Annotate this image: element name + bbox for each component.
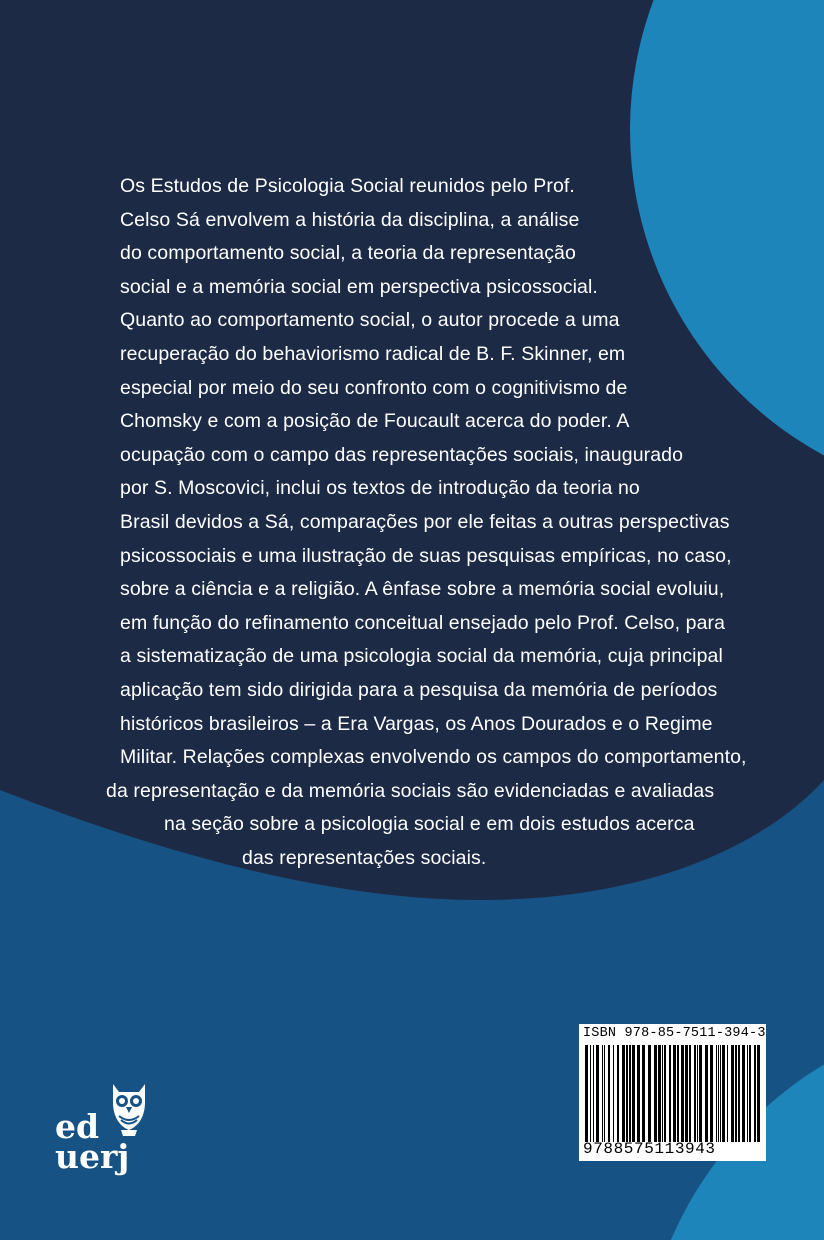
barcode-bar — [677, 1045, 679, 1142]
barcode-bar — [705, 1045, 708, 1142]
barcode-bar — [685, 1045, 688, 1142]
barcode-bar — [742, 1045, 745, 1142]
barcode-bar — [689, 1045, 691, 1142]
blurb-line: em função do refinamento conceitual ensejado pelo Prof. Celso, para — [120, 611, 726, 634]
barcode-bar — [585, 1045, 588, 1142]
blurb-line: por S. Moscovici, inclui os textos de introdução da teoria no — [120, 477, 640, 500]
barcode-bar — [590, 1045, 591, 1142]
barcode-bar — [664, 1045, 666, 1142]
barcode-bar — [617, 1045, 619, 1142]
blurb-line: do comportamento social, a teoria da representação — [120, 242, 576, 265]
isbn-label: ISBN 978-85-7511-394-3 — [583, 1026, 766, 1041]
isbn-barcode — [579, 1024, 766, 1161]
blurb-line: Os Estudos de Psicologia Social reunidos pelo Prof. — [120, 175, 575, 197]
barcode-bar — [738, 1045, 740, 1142]
blurb-line: históricos brasileiros – a Era Vargas, os Anos Dourados e o Regime — [120, 712, 713, 735]
barcode-bar — [710, 1045, 713, 1142]
blurb-line: social e a memória social em perspectiva psicossocial. — [120, 275, 598, 298]
blurb-line: sobre a ciência e a religião. A ênfase sobre a memória social evoluiu, — [120, 578, 725, 601]
blurb-line: da representação e da memória sociais são evidenciadas e avaliadas — [106, 779, 715, 802]
blurb-line: na seção sobre a psicologia social e em dois estudos acerca — [164, 813, 695, 836]
back-cover-blurb — [106, 170, 800, 875]
blurb-line: Chomsky e com a posição de Foucault acerca do poder. A — [120, 410, 630, 433]
barcode-bar — [593, 1045, 594, 1142]
barcode-bar — [731, 1045, 734, 1142]
barcode-bar — [699, 1045, 702, 1142]
barcode-bar — [662, 1045, 663, 1142]
barcode-bars — [585, 1045, 761, 1142]
barcode-bar — [757, 1045, 760, 1142]
barcode-bar — [673, 1045, 676, 1142]
barcode-bar — [626, 1045, 628, 1142]
barcode-bar — [613, 1045, 614, 1142]
barcode-bar — [632, 1045, 635, 1142]
barcode-bar — [654, 1045, 657, 1142]
barcode-bar — [718, 1045, 719, 1142]
blurb-line: a sistematização de uma psicologia social da memória, cuja principal — [120, 645, 723, 668]
barcode-bar — [722, 1045, 725, 1142]
barcode-bar — [669, 1045, 671, 1142]
blurb-line: aplicação tem sido dirigida para a pesquisa da memória de períodos — [120, 678, 718, 701]
barcode-bar — [749, 1045, 751, 1142]
barcode-bar — [629, 1045, 631, 1142]
isbn-digits: 9788575113943 — [583, 1140, 716, 1158]
barcode-bar — [681, 1045, 684, 1142]
eduerj-logo — [55, 1080, 155, 1180]
barcode-bar — [602, 1045, 603, 1142]
barcode-bar — [608, 1045, 610, 1142]
blurb-line: das representações sociais. — [242, 846, 487, 869]
blurb-line: especial por meio do seu confronto com o cognitivismo de — [120, 376, 628, 399]
blurb-line: ocupação com o campo das representações sociais, inaugurado — [120, 443, 684, 466]
logo-text-ed: ed — [55, 1107, 100, 1146]
blurb-line: recuperação do behaviorismo radical de B. F. Skinner, em — [120, 342, 626, 365]
barcode-bar — [637, 1045, 640, 1142]
barcode-bar — [596, 1045, 599, 1142]
barcode-bar — [747, 1045, 748, 1142]
barcode-bar — [697, 1045, 698, 1142]
blurb-line: psicossociais e uma ilustração de suas pesquisas empíricas, no caso, — [120, 544, 732, 567]
barcode-bar — [694, 1045, 696, 1142]
barcode-bar — [720, 1045, 721, 1142]
barcode-bar — [648, 1045, 651, 1142]
blurb-line: Quanto ao comportamento social, o autor procede a uma — [120, 309, 620, 332]
barcode-bar — [727, 1045, 728, 1142]
barcode-bar — [735, 1045, 737, 1142]
owl-icon — [107, 1080, 151, 1140]
blurb-line: Celso Sá envolvem a história da disciplina, a análise — [120, 208, 580, 231]
blurb-line: Brasil devidos a Sá, comparações por ele feitas a outras perspectivas — [120, 510, 730, 533]
barcode-bar — [622, 1045, 625, 1142]
logo-text-uerj: uerj — [55, 1137, 130, 1176]
blurb-line: Militar. Relações complexas envolvendo os campos do comportamento, — [120, 746, 747, 769]
barcode-bar — [658, 1045, 661, 1142]
barcode-bar — [754, 1045, 756, 1142]
barcode-bar — [642, 1045, 645, 1142]
barcode-bar — [716, 1045, 717, 1142]
barcode-bar — [604, 1045, 605, 1142]
